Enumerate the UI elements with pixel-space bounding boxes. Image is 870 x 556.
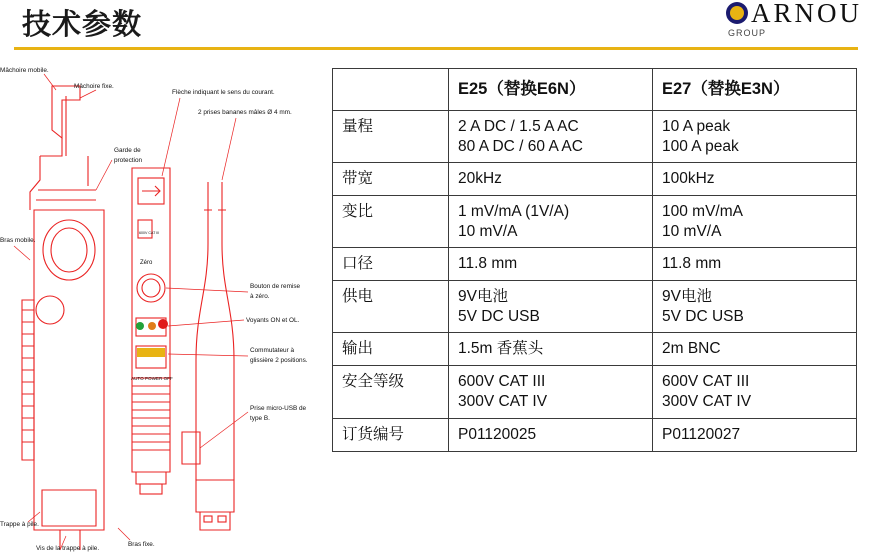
table-row (333, 195, 857, 247)
diagram-label-machoire-mobile: Mâchoire mobile. (0, 67, 49, 74)
diagram-label-prises-bananes: 2 prises bananes mâles Ø 4 mm. (198, 109, 292, 116)
logo-wordmark: ARNOU (750, 0, 862, 28)
led-red-indicator (158, 319, 168, 329)
diagram-label-bouton-remise-1: Bouton de remise (250, 283, 301, 290)
row-value-e25: 1.5m 香蕉头 (449, 333, 653, 366)
diagram-label-commutateur-1: Commutateur à (250, 347, 295, 354)
logo-mark-icon (726, 2, 748, 24)
row-label: 输出 (333, 333, 449, 366)
row-value-e27: 100kHz (653, 163, 857, 196)
row-value-e25: 1 mV/mA (1V/A) 10 mV/A (449, 195, 653, 247)
diagram-label-voyants: Voyants ON et OL. (246, 317, 300, 324)
diagram-label-trappe-pile: Trappe à pile. (0, 521, 39, 528)
row-label: 安全等级 (333, 366, 449, 419)
diagram-label-prise-usb-1: Prise micro-USB de (250, 405, 307, 412)
row-value-e27: 9V电池 5V DC USB (653, 280, 857, 332)
row-value-e25: 600V CAT III 300V CAT IV (449, 366, 653, 419)
row-label: 带宽 (333, 163, 449, 196)
diagram-label-zero: Zéro (140, 260, 153, 266)
row-label: 口径 (333, 248, 449, 281)
header-e25: E25（替换E6N） (449, 69, 653, 111)
row-label: 量程 (333, 110, 449, 162)
page-title: 技术参数 (22, 9, 143, 41)
table-row (333, 280, 857, 332)
diagram-label-garde-2: protection (114, 157, 143, 164)
table-header-row (333, 69, 857, 111)
diagram-label-bras-mobile: Bras mobile. (0, 237, 36, 244)
row-value-e27: 600V CAT III 300V CAT IV (653, 366, 857, 419)
logo-subtext: GROUP (727, 28, 766, 38)
header-blank (333, 69, 449, 111)
spec-table (332, 68, 857, 452)
title-divider (14, 47, 858, 50)
diagram-label-rating: 600V CAT III (139, 231, 160, 235)
row-value-e27: 10 A peak 100 A peak (653, 110, 857, 162)
diagram-label-commutateur-2: glissière 2 positions. (250, 357, 308, 364)
table-row (333, 248, 857, 281)
diagram-label-fleche-sens-courant: Flèche indiquant le sens du courant. (172, 89, 275, 96)
table-row (333, 110, 857, 162)
row-value-e25: 9V电池 5V DC USB (449, 280, 653, 332)
table-row (333, 366, 857, 419)
diagram-label-bras-fixe: Bras fixe. (128, 541, 155, 548)
header-e27: E27（替换E3N） (653, 69, 857, 111)
row-value-e25: 2 A DC / 1.5 A AC 80 A DC / 60 A AC (449, 110, 653, 162)
table-row (333, 333, 857, 366)
row-value-e25: 11.8 mm (449, 248, 653, 281)
row-label: 变比 (333, 195, 449, 247)
product-diagram (0, 60, 320, 556)
row-value-e27: 2m BNC (653, 333, 857, 366)
company-logo (726, 0, 862, 40)
table-row (333, 163, 857, 196)
table-row (333, 419, 857, 452)
diagram-label-auto-power-off: AUTO POWER OFF (131, 376, 173, 381)
diagram-label-bouton-remise-2: à zéro. (250, 293, 270, 300)
diagram-label-garde-1: Garde de (114, 147, 141, 154)
row-label: 供电 (333, 280, 449, 332)
row-value-e25: 20kHz (449, 163, 653, 196)
diagram-label-machoire-fixe: Mâchoire fixe. (74, 83, 114, 90)
row-value-e27: P01120027 (653, 419, 857, 452)
diagram-label-vis-trappe: Vis de la trappe à pile. (36, 545, 100, 552)
row-value-e25: P01120025 (449, 419, 653, 452)
diagram-label-prise-usb-2: type B. (250, 415, 270, 422)
led-on-indicator (136, 322, 144, 330)
row-value-e27: 100 mV/mA 10 mV/A (653, 195, 857, 247)
led-ol-indicator (148, 322, 156, 330)
row-value-e27: 11.8 mm (653, 248, 857, 281)
row-label: 订货编号 (333, 419, 449, 452)
